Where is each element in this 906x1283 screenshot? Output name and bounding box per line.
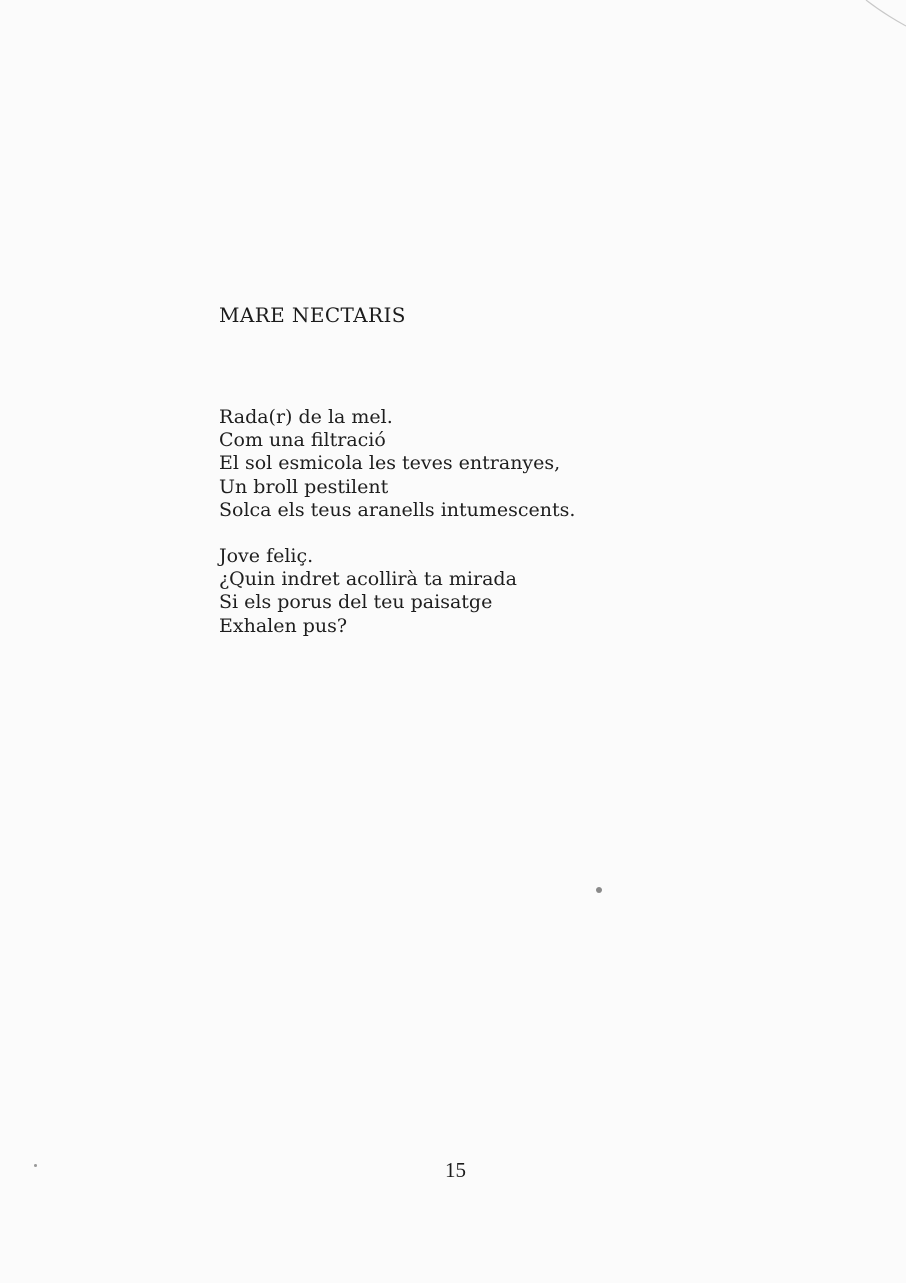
poem-line: Exhalen pus? [219, 614, 348, 637]
poem-stanza-2 [219, 545, 517, 638]
poem-title: MARE NECTARIS [219, 303, 406, 327]
poem-line: Com una filtració [219, 429, 386, 452]
poem-stanza-1 [219, 406, 575, 522]
poem-line: Solca els teus aranells intumescents. [219, 498, 576, 521]
page-corner-curl [836, 0, 906, 40]
poem-line: El sol esmicola les teves entranyes, [219, 452, 561, 475]
poem-line: Un broll pestilent [219, 475, 389, 498]
poem-line: Si els porus del teu paisatge [219, 591, 493, 614]
poem-line: Rada(r) de la mel. [219, 406, 393, 428]
poem-line: Jove feliç. [219, 545, 314, 567]
poem-line: ¿Quin indret acollirà ta mirada [219, 568, 517, 591]
page-number: 15 [445, 1158, 466, 1182]
ink-speck [596, 887, 602, 893]
